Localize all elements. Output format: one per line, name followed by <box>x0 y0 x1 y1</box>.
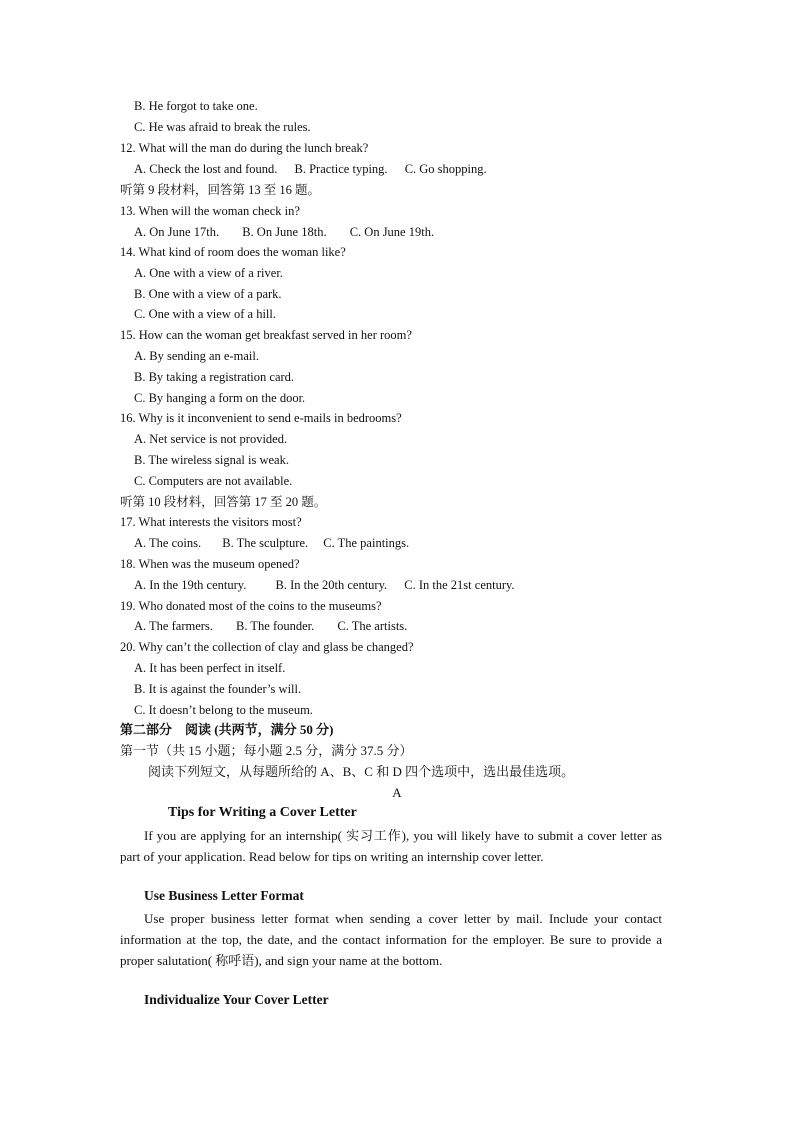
question-20: 20. Why can’t the collection of clay and glass be changed? <box>120 640 414 654</box>
section-instruction-9: 听第 9 段材料，回答第 13 至 16 题。 <box>120 183 321 197</box>
option-a: A. Net service is not provided. <box>134 432 288 446</box>
option-b: B. It is against the founder’s will. <box>134 682 302 696</box>
option-a: A. It has been perfect in itself. <box>134 661 286 675</box>
reading-instruction: 阅读下列短文，从每题所给的 A、B、C 和 D 四个选项中，选出最佳选项。 <box>148 764 575 779</box>
option-b: B. The founder. <box>236 619 315 633</box>
question-16: 16. Why is it inconvenient to send e-mails in bedrooms? <box>120 411 402 425</box>
heading-business-format: Use Business Letter Format <box>144 888 304 903</box>
part-two-title: 第二部分 阅读 (共两节，满分 50 分) <box>120 722 334 737</box>
options-13 <box>134 222 434 242</box>
question-14: 14. What kind of room does the woman like? <box>120 245 346 259</box>
question-15: 15. How can the woman get breakfast served in her room? <box>120 328 412 342</box>
option-line: B. He forgot to take one. <box>134 99 258 113</box>
option-a: A. One with a view of a river. <box>134 266 283 280</box>
options-18 <box>134 575 515 595</box>
option-b: B. In the 20th century. <box>275 578 388 592</box>
question-17: 17. What interests the visitors most? <box>120 515 302 529</box>
option-a: A. By sending an e-mail. <box>134 349 259 363</box>
section-instruction-10: 听第 10 段材料，回答第 17 至 20 题。 <box>120 495 327 509</box>
option-a: A. The coins. <box>134 536 202 550</box>
option-a: A. Check the lost and found. <box>134 162 278 176</box>
question-19: 19. Who donated most of the coins to the museums? <box>120 599 382 613</box>
option-b: B. The wireless signal is weak. <box>134 453 289 467</box>
question-13: 13. When will the woman check in? <box>120 204 300 218</box>
option-c: C. Computers are not available. <box>134 474 293 488</box>
option-c: C. By hanging a form on the door. <box>134 391 306 405</box>
section-one-title: 第一节（共 15 小题；每小题 2.5 分，满分 37.5 分） <box>120 743 413 758</box>
option-c: C. On June 19th. <box>349 225 435 239</box>
options-12 <box>134 159 487 179</box>
question-12: 12. What will the man do during the lunch break? <box>120 141 369 155</box>
question-18: 18. When was the museum opened? <box>120 557 300 571</box>
option-b: B. The sculpture. <box>222 536 309 550</box>
passage-title: Tips for Writing a Cover Letter <box>168 805 357 820</box>
option-b: B. Practice typing. <box>294 162 388 176</box>
option-c: C. In the 21st century. <box>404 578 515 592</box>
option-c: C. One with a view of a hill. <box>134 307 276 321</box>
option-b: B. By taking a registration card. <box>134 370 295 384</box>
paragraph-intro: If you are applying for an internship( 实习工作), you will likely have to submit a cover letter as part of your application. Read below for tips on writing an internship cover letter. <box>120 828 662 864</box>
option-a: A. On June 17th. <box>134 225 220 239</box>
option-c: C. It doesn’t belong to the museum. <box>134 703 313 717</box>
options-19 <box>134 616 407 636</box>
option-c: C. The paintings. <box>323 536 410 550</box>
options-17 <box>134 533 409 553</box>
option-a: A. In the 19th century. <box>134 578 247 592</box>
option-b: B. One with a view of a park. <box>134 287 282 301</box>
option-b: B. On June 18th. <box>242 225 327 239</box>
passage-label: A <box>392 785 402 800</box>
option-line: C. He was afraid to break the rules. <box>134 120 311 134</box>
heading-individualize: Individualize Your Cover Letter <box>144 992 329 1007</box>
option-a: A. The farmers. <box>134 619 213 633</box>
option-c: C. Go shopping. <box>404 162 487 176</box>
paragraph-business-format: Use proper business letter format when sending a cover letter by mail. Include your contact information at the top, the date, and the contact information for the employer. Be sure to provide a proper salutation( 称呼语), and sign your name at the bottom. <box>120 911 662 968</box>
option-c: C. The artists. <box>337 619 408 633</box>
